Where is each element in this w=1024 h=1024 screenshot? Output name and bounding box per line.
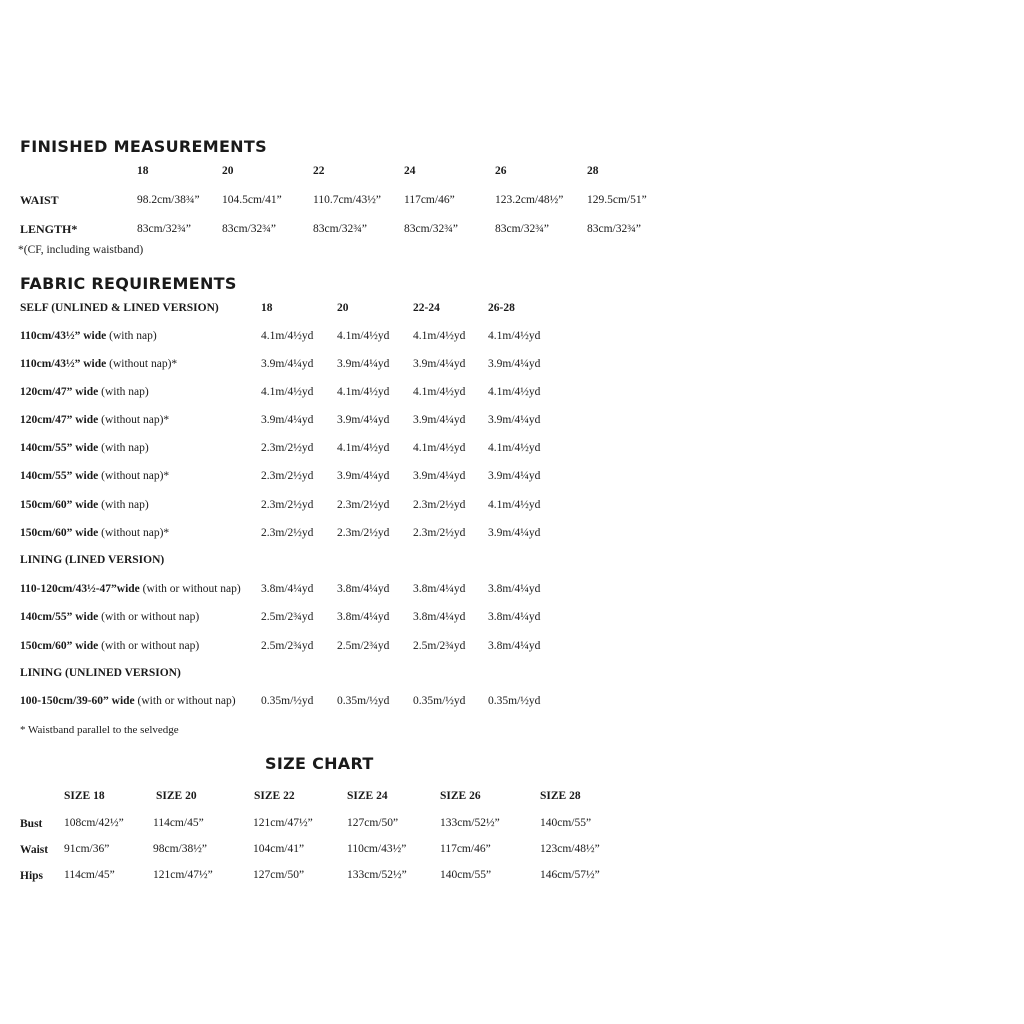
row-label-bold: 150cm/60” wide bbox=[20, 527, 99, 539]
fabric-cell: 4.1m/4½yd bbox=[413, 330, 466, 342]
row-label-rest: (with nap) bbox=[106, 330, 157, 342]
row-label-rest: (with or without nap) bbox=[139, 583, 241, 595]
finished-cell: 83cm/32¾” bbox=[137, 223, 191, 235]
fabric-self-row-label bbox=[20, 499, 149, 511]
fabric-cell: 4.1m/4½yd bbox=[337, 330, 390, 342]
row-label-bold: 140cm/55” wide bbox=[20, 611, 99, 623]
finished-size-header: 26 bbox=[495, 165, 507, 177]
fabric-size-header: 26-28 bbox=[488, 302, 515, 314]
fabric-cell: 0.35m/½yd bbox=[413, 695, 466, 707]
row-label-rest: (with nap) bbox=[98, 499, 149, 511]
fabric-cell: 0.35m/½yd bbox=[261, 695, 314, 707]
fabric-self-row-label bbox=[20, 414, 169, 426]
fabric-cell: 2.3m/2½yd bbox=[261, 442, 314, 454]
row-label-bold: 110-120cm/43½-47”wide bbox=[20, 583, 140, 595]
size-chart-row-label: Hips bbox=[20, 870, 44, 882]
finished-cell: 83cm/32¾” bbox=[495, 223, 549, 235]
size-chart-cell: 127cm/50” bbox=[347, 817, 399, 829]
row-label-bold: 120cm/47” wide bbox=[20, 386, 99, 398]
size-chart-row-label: Bust bbox=[20, 818, 43, 830]
fabric-cell: 3.8m/4¼yd bbox=[261, 583, 314, 595]
fabric-cell: 3.9m/4¼yd bbox=[337, 414, 390, 426]
fabric-cell: 3.8m/4¼yd bbox=[488, 583, 541, 595]
fabric-cell: 2.3m/2½yd bbox=[337, 499, 390, 511]
fabric-cell: 4.1m/4½yd bbox=[488, 499, 541, 511]
row-label-rest: (with nap) bbox=[98, 442, 149, 454]
row-label-rest: (with nap) bbox=[98, 386, 149, 398]
fabric-cell: 0.35m/½yd bbox=[337, 695, 390, 707]
fabric-cell: 3.9m/4¼yd bbox=[337, 470, 390, 482]
fabric-requirements-title: FABRIC REQUIREMENTS bbox=[20, 274, 237, 293]
fabric-cell: 3.8m/4¼yd bbox=[488, 640, 541, 652]
row-label-rest: (without nap)* bbox=[106, 358, 178, 370]
fabric-self-row-label bbox=[20, 527, 169, 539]
size-chart-row-label: Waist bbox=[20, 844, 49, 856]
row-label-rest: (without nap)* bbox=[98, 470, 170, 482]
size-chart-header: SIZE 28 bbox=[540, 790, 581, 802]
finished-cell: 104.5cm/41” bbox=[222, 194, 282, 206]
size-chart-cell: 91cm/36” bbox=[64, 843, 110, 855]
finished-measurements-title: FINISHED MEASUREMENTS bbox=[20, 137, 267, 156]
fabric-cell: 3.8m/4¼yd bbox=[413, 583, 466, 595]
row-label-rest: (with or without nap) bbox=[98, 640, 200, 652]
size-chart-header: SIZE 22 bbox=[254, 790, 295, 802]
fabric-cell: 3.9m/4¼yd bbox=[261, 358, 314, 370]
size-chart-cell: 114cm/45” bbox=[153, 817, 204, 829]
unlined-section-header: LINING (UNLINED VERSION) bbox=[20, 667, 181, 679]
finished-cell: 83cm/32¾” bbox=[222, 223, 276, 235]
fabric-self-row-label bbox=[20, 442, 149, 454]
fabric-cell: 3.9m/4¼yd bbox=[413, 414, 466, 426]
fabric-cell: 2.3m/2½yd bbox=[413, 527, 466, 539]
finished-cell: 110.7cm/43½” bbox=[313, 194, 381, 206]
finished-cell: 83cm/32¾” bbox=[587, 223, 641, 235]
size-chart-cell: 146cm/57½” bbox=[540, 869, 600, 881]
fabric-cell: 2.3m/2½yd bbox=[261, 499, 314, 511]
row-label-bold: 100-150cm/39-60” wide bbox=[20, 695, 135, 707]
size-chart-cell: 114cm/45” bbox=[64, 869, 115, 881]
fabric-cell: 3.8m/4¼yd bbox=[488, 611, 541, 623]
finished-size-header: 22 bbox=[313, 165, 325, 177]
row-label-rest: (with or without nap) bbox=[134, 695, 236, 707]
fabric-cell: 2.3m/2½yd bbox=[413, 499, 466, 511]
fabric-cell: 4.1m/4½yd bbox=[337, 386, 390, 398]
size-chart-cell: 133cm/52½” bbox=[347, 869, 407, 881]
finished-cell: 83cm/32¾” bbox=[404, 223, 458, 235]
fabric-lining-row-label bbox=[20, 640, 199, 652]
fabric-cell: 2.3m/2½yd bbox=[337, 527, 390, 539]
size-chart-cell: 123cm/48½” bbox=[540, 843, 600, 855]
size-chart-cell: 133cm/52½” bbox=[440, 817, 500, 829]
lining-section-header: LINING (LINED VERSION) bbox=[20, 554, 165, 566]
fabric-cell: 3.9m/4¼yd bbox=[488, 358, 541, 370]
fabric-cell: 4.1m/4½yd bbox=[413, 386, 466, 398]
fabric-cell: 2.5m/2¾yd bbox=[337, 640, 390, 652]
fabric-cell: 4.1m/4½yd bbox=[261, 330, 314, 342]
fabric-cell: 4.1m/4½yd bbox=[488, 442, 541, 454]
size-chart-cell: 140cm/55” bbox=[440, 869, 492, 881]
row-label-bold: 150cm/60” wide bbox=[20, 499, 99, 511]
size-chart-header: SIZE 26 bbox=[440, 790, 481, 802]
size-chart-cell: 127cm/50” bbox=[253, 869, 305, 881]
fabric-cell: 3.9m/4¼yd bbox=[261, 414, 314, 426]
row-label-bold: 110cm/43½” wide bbox=[20, 358, 107, 370]
row-label-rest: (with or without nap) bbox=[98, 611, 200, 623]
fabric-cell: 3.9m/4¼yd bbox=[413, 358, 466, 370]
fabric-size-header: 22-24 bbox=[413, 302, 440, 314]
fabric-cell: 4.1m/4½yd bbox=[413, 442, 466, 454]
finished-cell: 98.2cm/38¾” bbox=[137, 194, 200, 206]
finished-size-header: 28 bbox=[587, 165, 599, 177]
size-chart-header: SIZE 18 bbox=[64, 790, 105, 802]
fabric-unlined-row-label bbox=[20, 695, 236, 707]
fabric-cell: 3.8m/4¼yd bbox=[337, 583, 390, 595]
fabric-cell: 3.9m/4¼yd bbox=[337, 358, 390, 370]
fabric-cell: 2.3m/2½yd bbox=[261, 527, 314, 539]
finished-note: *(CF, including waistband) bbox=[18, 244, 144, 256]
fabric-cell: 2.5m/2¾yd bbox=[413, 640, 466, 652]
size-chart-cell: 121cm/47½” bbox=[253, 817, 313, 829]
finished-cell: 123.2cm/48½” bbox=[495, 194, 564, 206]
fabric-lining-row-label bbox=[20, 611, 199, 623]
fabric-cell: 0.35m/½yd bbox=[488, 695, 541, 707]
size-chart-cell: 117cm/46” bbox=[440, 843, 491, 855]
fabric-note: * Waistband parallel to the selvedge bbox=[20, 724, 179, 736]
row-label-bold: 150cm/60” wide bbox=[20, 640, 99, 652]
finished-cell: 129.5cm/51” bbox=[587, 194, 647, 206]
fabric-self-row-label bbox=[20, 330, 157, 342]
size-chart-cell: 110cm/43½” bbox=[347, 843, 407, 855]
finished-size-header: 24 bbox=[404, 165, 416, 177]
fabric-cell: 3.9m/4¼yd bbox=[488, 470, 541, 482]
fabric-cell: 3.9m/4¼yd bbox=[413, 470, 466, 482]
fabric-cell: 3.8m/4¼yd bbox=[337, 611, 390, 623]
fabric-cell: 4.1m/4½yd bbox=[488, 386, 541, 398]
size-chart-cell: 108cm/42½” bbox=[64, 817, 124, 829]
fabric-cell: 3.9m/4¼yd bbox=[488, 527, 541, 539]
fabric-cell: 4.1m/4½yd bbox=[337, 442, 390, 454]
size-chart-cell: 104cm/41” bbox=[253, 843, 305, 855]
finished-row-label: LENGTH* bbox=[20, 222, 78, 236]
finished-size-header: 20 bbox=[222, 165, 234, 177]
finished-size-header: 18 bbox=[137, 165, 149, 177]
size-chart-cell: 121cm/47½” bbox=[153, 869, 213, 881]
size-chart-title: SIZE CHART bbox=[265, 754, 374, 773]
fabric-lining-row-label bbox=[20, 583, 241, 595]
fabric-cell: 2.5m/2¾yd bbox=[261, 611, 314, 623]
fabric-cell: 4.1m/4½yd bbox=[488, 330, 541, 342]
fabric-self-row-label bbox=[20, 358, 177, 370]
fabric-cell: 2.3m/2½yd bbox=[261, 470, 314, 482]
row-label-bold: 140cm/55” wide bbox=[20, 470, 99, 482]
fabric-self-row-label bbox=[20, 470, 169, 482]
finished-row-label: WAIST bbox=[20, 193, 59, 207]
fabric-cell: 3.9m/4¼yd bbox=[488, 414, 541, 426]
size-chart-header: SIZE 24 bbox=[347, 790, 388, 802]
finished-cell: 83cm/32¾” bbox=[313, 223, 367, 235]
fabric-cell: 2.5m/2¾yd bbox=[261, 640, 314, 652]
size-chart-cell: 140cm/55” bbox=[540, 817, 592, 829]
size-chart-cell: 98cm/38½” bbox=[153, 843, 207, 855]
fabric-cell: 4.1m/4½yd bbox=[261, 386, 314, 398]
size-chart-header: SIZE 20 bbox=[156, 790, 197, 802]
row-label-bold: 140cm/55” wide bbox=[20, 442, 99, 454]
finished-cell: 117cm/46” bbox=[404, 194, 455, 206]
fabric-cell: 3.8m/4¼yd bbox=[413, 611, 466, 623]
fabric-self-row-label bbox=[20, 386, 149, 398]
row-label-bold: 110cm/43½” wide bbox=[20, 330, 107, 342]
self-section-header: SELF (UNLINED & LINED VERSION) bbox=[20, 302, 219, 314]
row-label-rest: (without nap)* bbox=[98, 414, 170, 426]
row-label-rest: (without nap)* bbox=[98, 527, 170, 539]
fabric-size-header: 20 bbox=[337, 302, 349, 314]
fabric-size-header: 18 bbox=[261, 302, 273, 314]
row-label-bold: 120cm/47” wide bbox=[20, 414, 99, 426]
